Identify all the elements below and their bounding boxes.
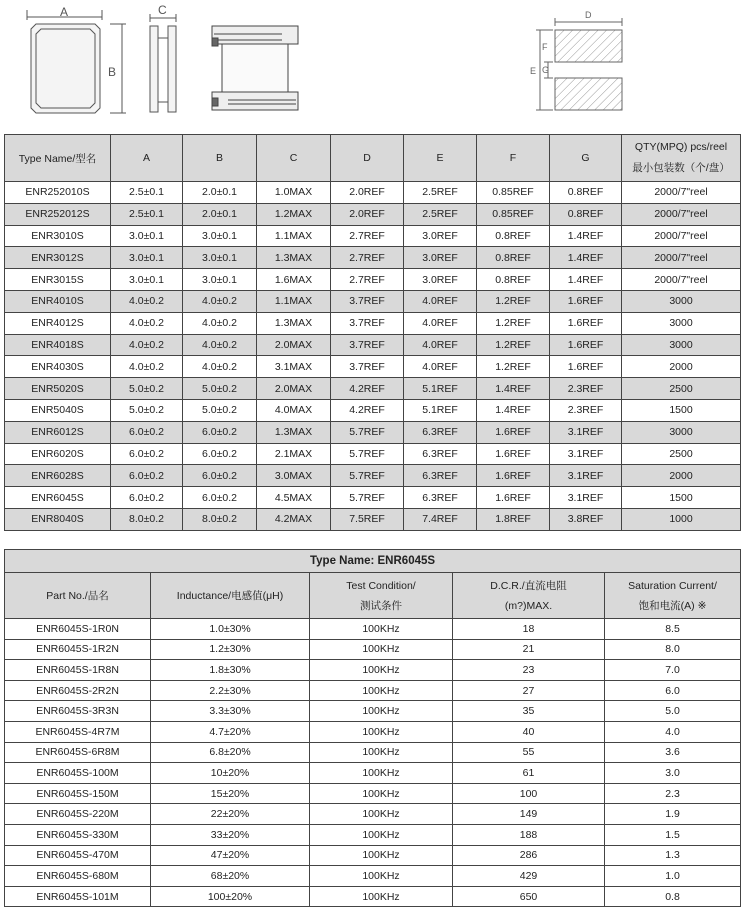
table-cell: 4.0±0.2 xyxy=(183,334,257,356)
table-cell: 1.6REF xyxy=(477,443,550,465)
table-cell: 4.0±0.2 xyxy=(183,356,257,378)
table-cell: 1.0±30% xyxy=(151,619,310,640)
table-cell: 6.3REF xyxy=(404,487,477,509)
table-row xyxy=(5,680,741,701)
part-number-cell: ENR6045S-330M xyxy=(5,824,151,845)
table-cell: 3.8REF xyxy=(550,508,622,530)
table-cell: 4.7±20% xyxy=(151,721,310,742)
table-cell: 6.3REF xyxy=(404,443,477,465)
type-name-cell: ENR6045S xyxy=(5,487,111,509)
table-row xyxy=(5,378,741,400)
header-cell: C xyxy=(257,135,331,182)
table-cell: 188 xyxy=(453,824,605,845)
part-number-cell: ENR6045S-220M xyxy=(5,804,151,825)
table-cell: 3.1REF xyxy=(550,465,622,487)
table-cell: 2.5±0.1 xyxy=(111,182,183,204)
table-cell: 0.8REF xyxy=(477,247,550,269)
table-cell: 27 xyxy=(453,680,605,701)
table-cell: 4.0±0.2 xyxy=(183,290,257,312)
table-cell: 4.0±0.2 xyxy=(111,356,183,378)
table-row xyxy=(5,742,741,763)
header-cell xyxy=(151,573,310,619)
table-cell: 4.0±0.2 xyxy=(111,312,183,334)
type-name-cell: ENR252010S xyxy=(5,182,111,204)
table-cell: 6.0±0.2 xyxy=(111,465,183,487)
table-cell: 2000/7"reel xyxy=(622,247,741,269)
table-cell: 3000 xyxy=(622,421,741,443)
table-cell: 1.2REF xyxy=(477,356,550,378)
table-cell: 6.0±0.2 xyxy=(183,443,257,465)
table-cell: 2.2±30% xyxy=(151,680,310,701)
type-name-cell: ENR6020S xyxy=(5,443,111,465)
dim-b-label: B xyxy=(108,65,117,79)
table-cell: 1.6REF xyxy=(477,421,550,443)
table-cell: 286 xyxy=(453,845,605,866)
table-cell: 4.5MAX xyxy=(257,487,331,509)
type-name-cell: ENR4010S xyxy=(5,290,111,312)
table-cell: 1.8REF xyxy=(477,508,550,530)
header-line: 测试条件 xyxy=(360,599,402,612)
header-line: Inductance/电感值(μH) xyxy=(176,589,284,602)
header-cell: A xyxy=(111,135,183,182)
header-cell: E xyxy=(404,135,477,182)
table-cell: 1.9 xyxy=(605,804,741,825)
type-name-cell: ENR5040S xyxy=(5,399,111,421)
table-cell: 10±20% xyxy=(151,763,310,784)
table-cell: 100KHz xyxy=(310,763,453,784)
table-cell: 5.1REF xyxy=(404,399,477,421)
table-cell: 1.0 xyxy=(605,866,741,887)
table-cell: 3000 xyxy=(622,334,741,356)
table-cell: 3000 xyxy=(622,312,741,334)
table-cell: 100KHz xyxy=(310,804,453,825)
table-cell: 47±20% xyxy=(151,845,310,866)
table-cell: 6.8±20% xyxy=(151,742,310,763)
table-cell: 1.5 xyxy=(605,824,741,845)
table-cell: 100KHz xyxy=(310,783,453,804)
table-cell: 3.0±0.1 xyxy=(111,269,183,291)
table-cell: 6.0 xyxy=(605,680,741,701)
table-cell: 2.7REF xyxy=(331,269,404,291)
type-name-cell: ENR4018S xyxy=(5,334,111,356)
table-cell: 5.0±0.2 xyxy=(183,378,257,400)
table-cell: 3.0±0.1 xyxy=(111,225,183,247)
dimension-table-header xyxy=(5,135,741,182)
table-cell: 5.0 xyxy=(605,701,741,722)
table-cell: 4.0±0.2 xyxy=(111,334,183,356)
table-cell: 4.0MAX xyxy=(257,399,331,421)
table-cell: 8.0±0.2 xyxy=(111,508,183,530)
table-row xyxy=(5,508,741,530)
table-cell: 7.4REF xyxy=(404,508,477,530)
dim-e-label: E xyxy=(530,66,537,76)
header-cell xyxy=(605,573,741,619)
table-cell: 2.3REF xyxy=(550,399,622,421)
table-row xyxy=(5,660,741,681)
table-cell: 100KHz xyxy=(310,845,453,866)
table-row xyxy=(5,203,741,225)
header-cell: Type Name/型名 xyxy=(5,135,111,182)
table-cell: 4.0 xyxy=(605,721,741,742)
table-cell: 2.0±0.1 xyxy=(183,182,257,204)
table-cell: 4.0±0.2 xyxy=(183,312,257,334)
table-row xyxy=(5,721,741,742)
table-cell: 3.0REF xyxy=(404,269,477,291)
part-number-cell: ENR6045S-4R7M xyxy=(5,721,151,742)
table-cell: 2.0±0.1 xyxy=(183,203,257,225)
header-line: Saturation Current/ xyxy=(628,579,717,592)
table-cell: 2.0MAX xyxy=(257,334,331,356)
header-cell: D xyxy=(331,135,404,182)
table-cell: 6.3REF xyxy=(404,465,477,487)
electrical-table-header xyxy=(5,573,741,619)
part-number-cell: ENR6045S-150M xyxy=(5,783,151,804)
table-row xyxy=(5,290,741,312)
table-cell: 4.0REF xyxy=(404,312,477,334)
table-cell: 2.5REF xyxy=(404,203,477,225)
table-cell: 100KHz xyxy=(310,660,453,681)
table-cell: 3.6 xyxy=(605,742,741,763)
table-cell: 1.3 xyxy=(605,845,741,866)
part-number-cell: ENR6045S-101M xyxy=(5,886,151,907)
table-cell: 1.6REF xyxy=(550,312,622,334)
top-view-drawing xyxy=(27,10,126,113)
table-cell: 3.7REF xyxy=(331,334,404,356)
table-row xyxy=(5,845,741,866)
table-cell: 6.0±0.2 xyxy=(111,443,183,465)
part-number-cell: ENR6045S-1R2N xyxy=(5,639,151,660)
type-name-cell: ENR4030S xyxy=(5,356,111,378)
table-cell: 1000 xyxy=(622,508,741,530)
header-cell xyxy=(310,573,453,619)
table-cell: 2.5REF xyxy=(404,182,477,204)
table-row xyxy=(5,487,741,509)
dimension-table xyxy=(4,134,741,531)
header-line: Part No./品名 xyxy=(46,589,109,602)
table-row xyxy=(5,783,741,804)
table-row xyxy=(5,334,741,356)
table-cell: 61 xyxy=(453,763,605,784)
table-cell: 2.0MAX xyxy=(257,378,331,400)
electrical-table xyxy=(4,549,741,907)
table-cell: 1.6REF xyxy=(550,334,622,356)
table-cell: 1.4REF xyxy=(477,399,550,421)
header-cell: B xyxy=(183,135,257,182)
dim-g-label: G xyxy=(542,65,550,75)
table-cell: 3.7REF xyxy=(331,356,404,378)
table-cell: 100KHz xyxy=(310,680,453,701)
table-cell: 2000/7"reel xyxy=(622,225,741,247)
header-cell xyxy=(453,573,605,619)
table-cell: 1.2±30% xyxy=(151,639,310,660)
table-row xyxy=(5,247,741,269)
table-row xyxy=(5,804,741,825)
table-cell: 1.4REF xyxy=(550,269,622,291)
table-cell: 5.7REF xyxy=(331,421,404,443)
table-cell: 1.8±30% xyxy=(151,660,310,681)
type-name-cell: ENR4012S xyxy=(5,312,111,334)
table-cell: 1.4REF xyxy=(550,225,622,247)
table-cell: 6.3REF xyxy=(404,421,477,443)
table-cell: 0.8REF xyxy=(550,203,622,225)
table-cell: 3000 xyxy=(622,290,741,312)
table-cell: 0.8REF xyxy=(477,269,550,291)
table-cell: 1.3MAX xyxy=(257,421,331,443)
table-cell: 1.6REF xyxy=(550,290,622,312)
table-cell: 1500 xyxy=(622,487,741,509)
type-name-cell: ENR3012S xyxy=(5,247,111,269)
part-number-cell: ENR6045S-3R3N xyxy=(5,701,151,722)
header-line: 饱和电流(A) ※ xyxy=(638,599,707,612)
table-cell: 1500 xyxy=(622,399,741,421)
dim-a-label: A xyxy=(60,5,69,19)
part-number-cell: ENR6045S-1R0N xyxy=(5,619,151,640)
header-cell xyxy=(5,573,151,619)
header-line: (m?)MAX. xyxy=(504,599,553,612)
table-cell: 2.3 xyxy=(605,783,741,804)
table-row xyxy=(5,619,741,640)
table-cell: 6.0±0.2 xyxy=(111,421,183,443)
table-cell: 1.1MAX xyxy=(257,290,331,312)
table-cell: 22±20% xyxy=(151,804,310,825)
table-cell: 2.0REF xyxy=(331,182,404,204)
table-cell: 100 xyxy=(453,783,605,804)
table-row xyxy=(5,225,741,247)
table-row xyxy=(5,866,741,887)
table-cell: 6.0±0.2 xyxy=(183,487,257,509)
table-row xyxy=(5,399,741,421)
table-row xyxy=(5,269,741,291)
table-cell: 2.3REF xyxy=(550,378,622,400)
table-cell: 5.7REF xyxy=(331,443,404,465)
table-cell: 100KHz xyxy=(310,886,453,907)
table-cell: 1.2MAX xyxy=(257,203,331,225)
table-cell: 2000/7"reel xyxy=(622,269,741,291)
type-name-cell: ENR6028S xyxy=(5,465,111,487)
table-cell: 40 xyxy=(453,721,605,742)
table-row xyxy=(5,824,741,845)
table-cell: 100KHz xyxy=(310,866,453,887)
part-number-cell: ENR6045S-6R8M xyxy=(5,742,151,763)
table-row xyxy=(5,465,741,487)
table-cell: 5.0±0.2 xyxy=(111,399,183,421)
table-cell: 2.7REF xyxy=(331,225,404,247)
table-row xyxy=(5,312,741,334)
table-cell: 21 xyxy=(453,639,605,660)
table-cell: 1.6REF xyxy=(477,487,550,509)
table-cell: 4.2REF xyxy=(331,378,404,400)
table-cell: 100KHz xyxy=(310,639,453,660)
qty-header-line: QTY(MPQ) pcs/reel xyxy=(634,141,728,153)
table-row xyxy=(5,443,741,465)
table-cell: 4.2REF xyxy=(331,399,404,421)
table-cell: 6.0±0.2 xyxy=(183,421,257,443)
table-cell: 1.3MAX xyxy=(257,247,331,269)
table-cell: 6.0±0.2 xyxy=(183,465,257,487)
table-cell: 3.0REF xyxy=(404,225,477,247)
part-number-cell: ENR6045S-100M xyxy=(5,763,151,784)
table-row xyxy=(5,421,741,443)
coil-view-drawing xyxy=(212,26,298,110)
dim-d-label: D xyxy=(585,10,592,20)
table-row xyxy=(5,182,741,204)
table-cell: 2.5±0.1 xyxy=(111,203,183,225)
part-number-cell: ENR6045S-2R2N xyxy=(5,680,151,701)
footprint-drawing xyxy=(536,18,622,110)
table-cell: 2.7REF xyxy=(331,247,404,269)
table-cell: 1.4REF xyxy=(477,378,550,400)
table-cell: 1.2REF xyxy=(477,290,550,312)
table-cell: 100KHz xyxy=(310,721,453,742)
electrical-table-title: Type Name: ENR6045S xyxy=(5,550,741,573)
table-cell: 3.0±0.1 xyxy=(183,269,257,291)
dim-f-label: F xyxy=(542,42,548,52)
table-cell: 3.0 xyxy=(605,763,741,784)
table-cell: 0.85REF xyxy=(477,182,550,204)
table-cell: 1.1MAX xyxy=(257,225,331,247)
table-cell: 100KHz xyxy=(310,742,453,763)
table-cell: 3.1REF xyxy=(550,421,622,443)
table-cell: 5.7REF xyxy=(331,487,404,509)
table-cell: 1.3MAX xyxy=(257,312,331,334)
table-cell: 2000/7"reel xyxy=(622,203,741,225)
table-row xyxy=(5,763,741,784)
table-cell: 100KHz xyxy=(310,701,453,722)
table-cell: 100KHz xyxy=(310,619,453,640)
table-cell: 5.0±0.2 xyxy=(183,399,257,421)
part-number-cell: ENR6045S-1R8N xyxy=(5,660,151,681)
table-cell: 3.1MAX xyxy=(257,356,331,378)
table-cell: 149 xyxy=(453,804,605,825)
table-cell: 6.0±0.2 xyxy=(111,487,183,509)
table-cell: 5.1REF xyxy=(404,378,477,400)
table-cell: 55 xyxy=(453,742,605,763)
table-cell: 100±20% xyxy=(151,886,310,907)
type-name-cell: ENR252012S xyxy=(5,203,111,225)
header-line: Test Condition/ xyxy=(346,579,416,592)
table-cell: 2.0REF xyxy=(331,203,404,225)
table-cell: 1.6MAX xyxy=(257,269,331,291)
table-cell: 4.2MAX xyxy=(257,508,331,530)
table-row xyxy=(5,639,741,660)
table-cell: 1.4REF xyxy=(550,247,622,269)
qty-header-cell xyxy=(622,135,741,182)
table-cell: 3.0REF xyxy=(404,247,477,269)
table-cell: 2500 xyxy=(622,443,741,465)
table-cell: 0.8REF xyxy=(550,182,622,204)
part-number-cell: ENR6045S-680M xyxy=(5,866,151,887)
table-cell: 429 xyxy=(453,866,605,887)
table-cell: 0.8REF xyxy=(477,225,550,247)
table-cell: 100KHz xyxy=(310,824,453,845)
table-cell: 0.8 xyxy=(605,886,741,907)
table-cell: 15±20% xyxy=(151,783,310,804)
table-row xyxy=(5,701,741,722)
table-cell: 650 xyxy=(453,886,605,907)
table-cell: 0.85REF xyxy=(477,203,550,225)
table-cell: 2000/7"reel xyxy=(622,182,741,204)
table-cell: 3.3±30% xyxy=(151,701,310,722)
table-cell: 3.0±0.1 xyxy=(183,225,257,247)
part-number-cell: ENR6045S-470M xyxy=(5,845,151,866)
table-cell: 2.1MAX xyxy=(257,443,331,465)
table-cell: 35 xyxy=(453,701,605,722)
table-cell: 1.2REF xyxy=(477,312,550,334)
table-cell: 7.5REF xyxy=(331,508,404,530)
table-cell: 2000 xyxy=(622,465,741,487)
table-cell: 1.0MAX xyxy=(257,182,331,204)
table-cell: 3.0±0.1 xyxy=(183,247,257,269)
table-cell: 2500 xyxy=(622,378,741,400)
qty-header-line: 最小包装数（个/盘） xyxy=(632,162,730,174)
table-row xyxy=(5,886,741,907)
table-cell: 2000 xyxy=(622,356,741,378)
table-cell: 8.5 xyxy=(605,619,741,640)
table-cell: 4.0REF xyxy=(404,356,477,378)
side-view-drawing xyxy=(150,14,176,112)
type-name-cell: ENR5020S xyxy=(5,378,111,400)
type-name-cell: ENR3015S xyxy=(5,269,111,291)
table-cell: 4.0±0.2 xyxy=(111,290,183,312)
table-cell: 8.0±0.2 xyxy=(183,508,257,530)
type-name-cell: ENR3010S xyxy=(5,225,111,247)
table-cell: 3.7REF xyxy=(331,312,404,334)
table-cell: 1.6REF xyxy=(550,356,622,378)
table-cell: 1.6REF xyxy=(477,465,550,487)
table-cell: 5.0±0.2 xyxy=(111,378,183,400)
table-cell: 33±20% xyxy=(151,824,310,845)
header-line: D.C.R./直流电阻 xyxy=(490,579,567,592)
table-cell: 7.0 xyxy=(605,660,741,681)
dimension-drawings xyxy=(0,0,750,125)
table-cell: 8.0 xyxy=(605,639,741,660)
table-cell: 18 xyxy=(453,619,605,640)
header-cell: F xyxy=(477,135,550,182)
table-cell: 3.0±0.1 xyxy=(111,247,183,269)
dim-c-label: C xyxy=(158,3,167,17)
table-cell: 5.7REF xyxy=(331,465,404,487)
type-name-cell: ENR6012S xyxy=(5,421,111,443)
table-row xyxy=(5,356,741,378)
table-cell: 3.0MAX xyxy=(257,465,331,487)
type-name-cell: ENR8040S xyxy=(5,508,111,530)
table-cell: 3.1REF xyxy=(550,443,622,465)
table-cell: 3.1REF xyxy=(550,487,622,509)
table-cell: 1.2REF xyxy=(477,334,550,356)
header-cell: G xyxy=(550,135,622,182)
table-cell: 23 xyxy=(453,660,605,681)
table-cell: 4.0REF xyxy=(404,334,477,356)
table-cell: 68±20% xyxy=(151,866,310,887)
table-cell: 4.0REF xyxy=(404,290,477,312)
table-cell: 3.7REF xyxy=(331,290,404,312)
